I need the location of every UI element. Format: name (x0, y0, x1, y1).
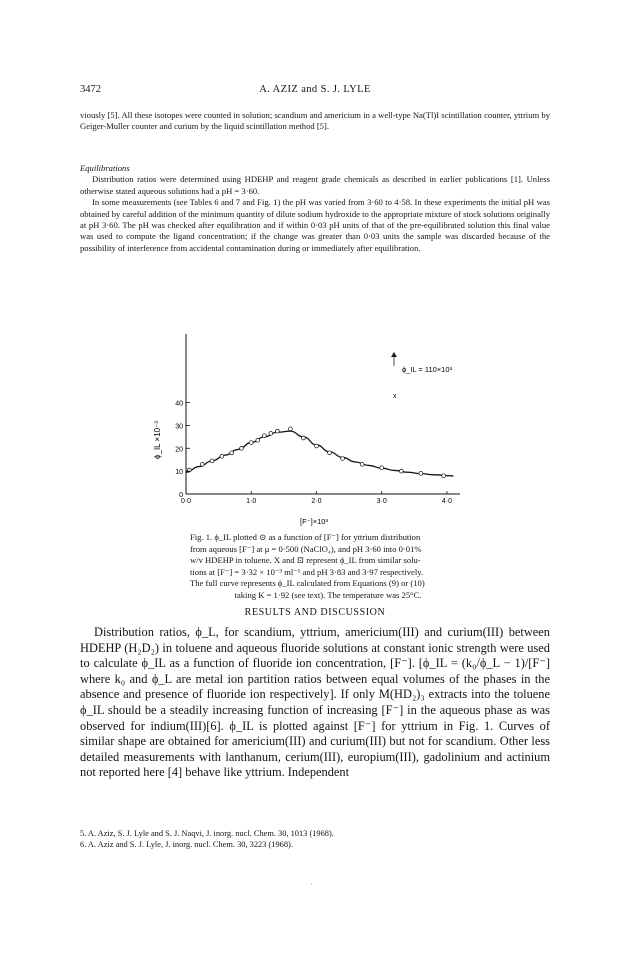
legend-text: ϕ_IL = 110×10³ (402, 365, 453, 374)
data-point (240, 446, 244, 450)
data-point (262, 434, 266, 438)
data-point (302, 436, 306, 440)
x-tick-label: 3·0 (376, 498, 387, 505)
chart-ticks (175, 401, 452, 505)
data-point (360, 462, 364, 466)
data-point (269, 432, 273, 436)
section-heading: RESULTS AND DISCUSSION (244, 607, 386, 618)
page-mark: · (310, 880, 313, 889)
data-point (399, 469, 403, 473)
caption-line: taking K = 1·92 (see text). The temperature was 25°C. (234, 589, 422, 600)
data-point (442, 474, 446, 478)
intro-text: viously [5]. All these isotopes were counted in solution; scandium and americium in a well-type Na(Tl)I scintillation counter, yttrium by Geiger-Muller counter and curium by the liquid scintillation method [5]. (80, 110, 550, 132)
caption-line: The full curve represents ϕ_IL calculated from Equations (9) or (10) (190, 578, 425, 588)
results-paragraph: Distribution ratios, ϕ_L, for scandium, yttrium, americium(III) and curium(III) between HDEHP (H₂D₂) in toluene and aqueous fluoride solutions at constant ionic strength were used to calculate ϕ_IL as a function of fluoride ion concentration, [F⁻]. [ϕ_IL = (k₀/ϕ_L − 1)/[F⁻] where k₀ and ϕ_L are metal ion partition ratios between equal volumes of the phases in the absence and presence of fluoride ion respectively]. If only M(HD₂)₃ extracts into the toluene ϕ_IL should be a steadily increasing function of increasing [F⁻] in the aqueous phase as was observed for indium(III)[6]. ϕ_IL is plotted against [F⁻] for yttrium in Fig. 1. Curves of similar shape are obtained for americium(III) and curium(III) but not for scandium. Other less detailed measurements with lanthanum, cerium(III), europium(III), gadolinium and actinium not reported here [4] behave like yttrium. Independent (80, 625, 550, 780)
y-tick-label: 0 (179, 492, 183, 499)
caption-line: from aqueous [F⁻] at μ = 0·500 (NaClO₄), and pH 3·60 into 0·01% (190, 543, 422, 554)
chart-curve (186, 431, 453, 476)
y-tick-label: 10 (175, 469, 183, 477)
chart-points (187, 427, 445, 478)
equilibrations-paragraph-2: In some measurements (see Tables 6 and 7 and Fig. 1) the pH was varied from 3·60 to 4·58. In these experiments the initial pH was obtained by careful addition of the minimum quantity of dilute sodium hydroxide to the appropriate mixture of stock solutions originally at pH 3·60. The pH was checked after equilibration and if within 0·03 pH units of that of the pre-equilibrated solution this final value was used to compute the ligand concentration; if the change was greater than 0·03 units the sample was discarded because of the possibility of interference from accidental contamination during or immediately after equilibration. (80, 197, 550, 253)
reference-item: 6. A. Aziz and S. J. Lyle, J. inorg. nucl. Chem. 30, 3223 (1968). (80, 840, 293, 850)
figure-1-chart (150, 322, 490, 532)
y-tick-label: 30 (175, 423, 183, 431)
y-tick-label: 40 (175, 400, 183, 408)
caption-line: w/v HDEHP in toluene. X and ⊡ represent ϕ_IL from similar solu- (190, 555, 421, 565)
references (80, 828, 550, 851)
data-point (200, 462, 204, 466)
data-point (256, 438, 260, 442)
intro-paragraph (80, 110, 550, 133)
caption-line: tions at [F⁻] = 3·32 × 10⁻³ ml⁻¹ and pH 3·83 and 3·97 respectively. (190, 566, 424, 577)
x-tick-label: 2·0 (311, 498, 322, 505)
x-tick-label: 4·0 (441, 498, 453, 505)
figure-caption (190, 532, 466, 601)
y-tick-label: 20 (175, 446, 183, 454)
figure-1 (150, 322, 490, 532)
data-point (210, 459, 214, 463)
caption-line: Fig. 1. ϕ_IL plotted ⊙ as a function of [F⁻] for yttrium distribution (190, 532, 421, 542)
x-tick-label: 1·0 (246, 498, 257, 505)
data-point (275, 429, 279, 433)
chart-legend (391, 352, 453, 374)
chart-axes (186, 334, 460, 494)
data-point (230, 451, 234, 455)
equilibrations-paragraph-1: Distribution ratios were determined using HDEHP and reagent grade chemicals as described in earlier publications [1]. Unless otherwise stated aqueous solutions had a pH = 3·60. (80, 174, 550, 196)
data-point (315, 444, 319, 448)
data-point (380, 466, 384, 470)
page-number: 3472 (80, 84, 101, 95)
running-title: A. AZIZ and S. J. LYLE (259, 84, 371, 95)
data-point (419, 472, 423, 476)
fitted-curve (186, 431, 453, 476)
legend-arrowhead (391, 352, 397, 357)
equilibrations-section (80, 163, 550, 254)
x-axis-label: [F⁻]×10³ (300, 517, 328, 526)
data-point (288, 427, 292, 431)
equilibrations-heading: Equilibrations (80, 163, 130, 173)
reference-item: 5. A. Aziz, S. J. Lyle and S. J. Naqvi, J. inorg. nucl. Chem. 30, 1013 (1968). (80, 829, 334, 838)
data-point (249, 441, 253, 445)
x-marker: x (393, 393, 397, 400)
data-point (328, 451, 332, 455)
data-point (220, 454, 224, 458)
x-tick-label: 0·0 (180, 498, 192, 505)
y-axis-label: ϕ_IL ×10⁻³ (153, 421, 162, 459)
data-point (341, 457, 345, 461)
